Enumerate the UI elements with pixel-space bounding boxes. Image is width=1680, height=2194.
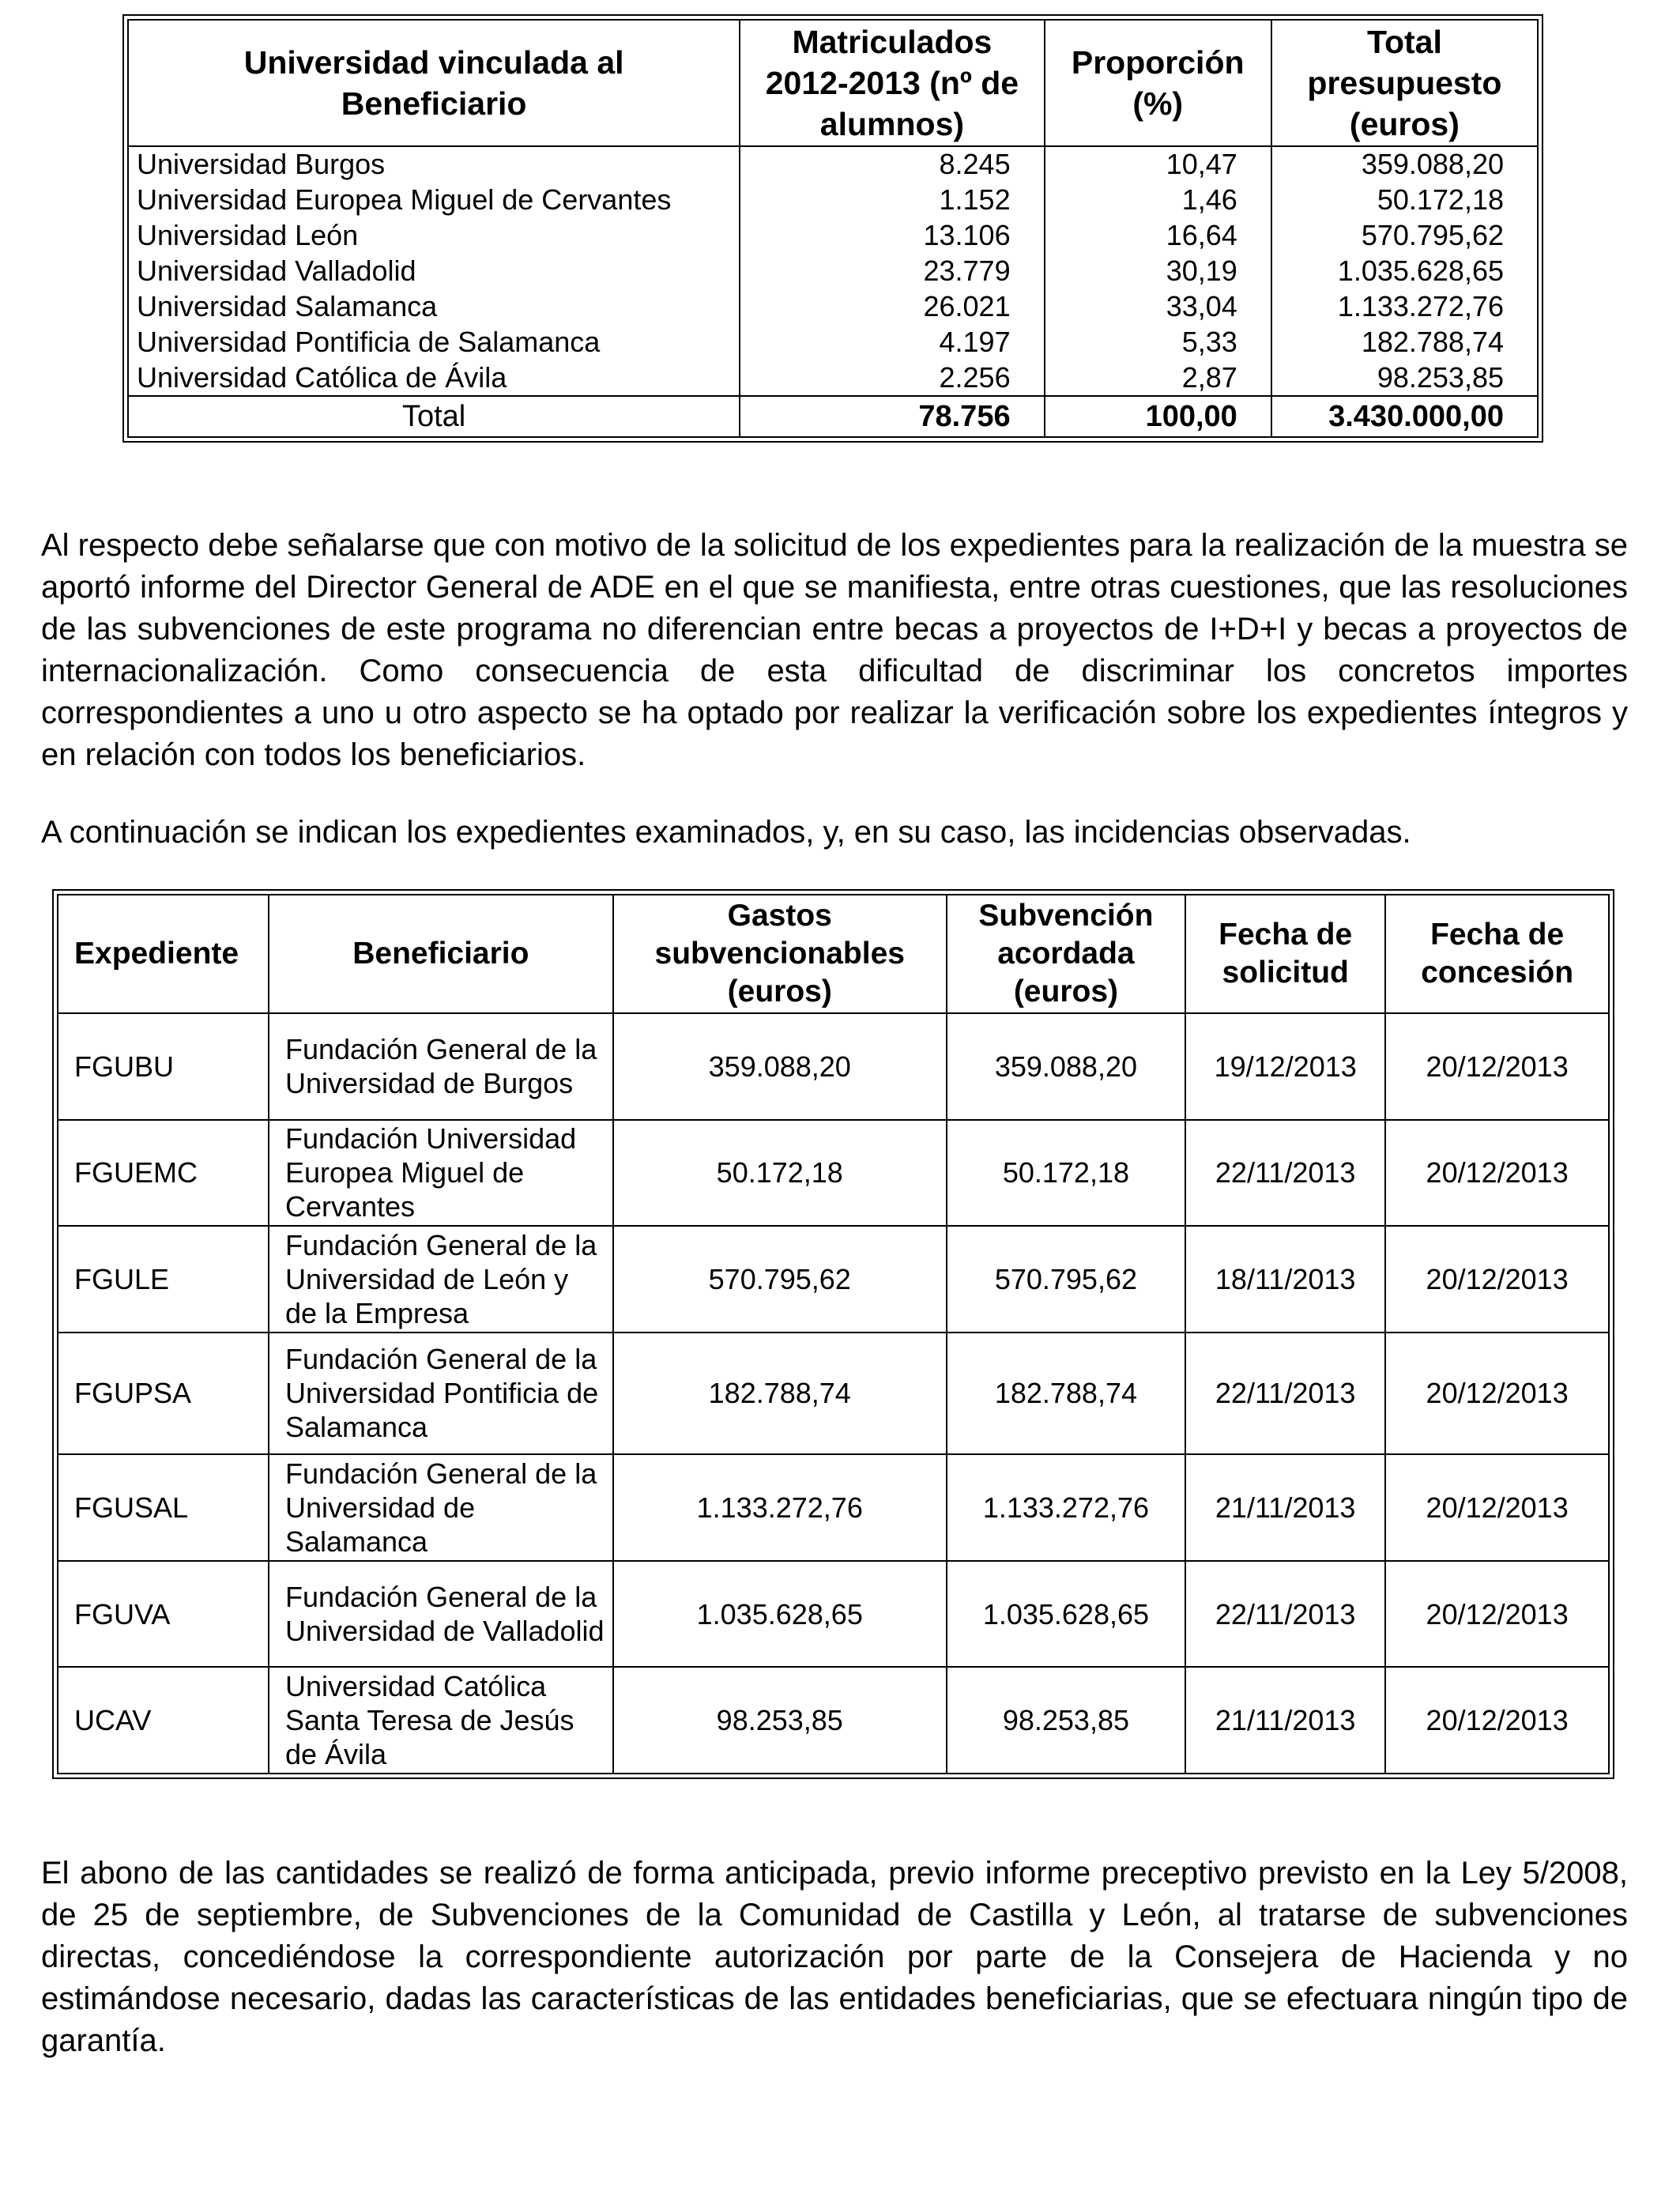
table1-row	[128, 146, 1538, 182]
table1-row	[128, 360, 1538, 396]
header-subvencion-acordada: Subvención acordada (euros)	[947, 895, 1185, 1013]
cell-universidad: Universidad Salamanca	[128, 289, 740, 325]
cell-fecha-concesion: 20/12/2013	[1385, 1333, 1609, 1455]
cell-fecha-solicitud: 22/11/2013	[1185, 1120, 1385, 1227]
cell-universidad: Universidad Burgos	[128, 146, 740, 182]
cell-matriculados: 8.245	[740, 146, 1044, 182]
cell-presupuesto: 50.172,18	[1271, 182, 1538, 217]
header-universidad: Universidad vinculada al Beneficiario	[128, 20, 740, 146]
header-gastos-subvencionables: Gastos subvencionables (euros)	[613, 895, 947, 1013]
table2-header-row	[58, 895, 1609, 1013]
paragraph-abono: El abono de las cantidades se realizó de forma anticipada, previo informe preceptivo previsto en la Ley 5/2008, de 25 de septiembre, de Subvenciones de la Comunidad de Castilla y León, al tratarse de subvenciones directas, concediéndose la correspondiente autorización por parte de la Consejera de Hacienda y no estimándose necesario, dadas las características de las entidades beneficiarias, que se efectuara ningún tipo de garantía.	[41, 1856, 1628, 2058]
cell-gastos: 359.088,20	[613, 1013, 947, 1120]
cell-gastos: 1.035.628,65	[613, 1561, 947, 1668]
cell-beneficiario: Fundación General de la Universidad de León y de la Empresa	[269, 1226, 613, 1333]
cell-fecha-solicitud: 21/11/2013	[1185, 1667, 1385, 1774]
cell-fecha-solicitud: 21/11/2013	[1185, 1454, 1385, 1561]
cell-presupuesto: 1.035.628,65	[1271, 253, 1538, 288]
cell-fecha-solicitud: 22/11/2013	[1185, 1561, 1385, 1668]
cell-subvencion: 359.088,20	[947, 1013, 1185, 1120]
cell-proporcion: 33,04	[1045, 289, 1271, 325]
total-label: Total	[128, 396, 740, 437]
cell-fecha-concesion: 20/12/2013	[1385, 1454, 1609, 1561]
cell-beneficiario: Fundación General de la Universidad de Salamanca	[269, 1454, 613, 1561]
cell-presupuesto: 182.788,74	[1271, 325, 1538, 360]
table2-row	[58, 1561, 1609, 1668]
table2-row	[58, 1226, 1609, 1333]
cell-fecha-solicitud: 19/12/2013	[1185, 1013, 1385, 1120]
paragraph-expedientes: A continuación se indican los expedientes examinados, y, en su caso, las incidencias observadas.	[41, 815, 1411, 850]
cell-matriculados: 1.152	[740, 182, 1044, 217]
cell-gastos: 182.788,74	[613, 1333, 947, 1455]
cell-gastos: 1.133.272,76	[613, 1454, 947, 1561]
cell-proporcion: 5,33	[1045, 325, 1271, 360]
cell-presupuesto: 570.795,62	[1271, 217, 1538, 253]
cell-beneficiario: Fundación Universidad Europea Miguel de Cervantes	[269, 1120, 613, 1227]
cell-subvencion: 182.788,74	[947, 1333, 1185, 1455]
cell-proporcion: 2,87	[1045, 360, 1271, 396]
header-beneficiario: Beneficiario	[269, 895, 613, 1013]
cell-beneficiario: Universidad Católica Santa Teresa de Jesús de Ávila	[269, 1667, 613, 1774]
cell-expediente: FGULE	[58, 1226, 269, 1333]
table1-row	[128, 182, 1538, 217]
table2-row	[58, 1120, 1609, 1227]
cell-subvencion: 1.133.272,76	[947, 1454, 1185, 1561]
table2-row	[58, 1667, 1609, 1774]
header-matriculados: Matriculados 2012-2013 (nº de alumnos)	[740, 20, 1044, 146]
header-fecha-concesion: Fecha de concesión	[1385, 895, 1609, 1013]
cell-presupuesto: 98.253,85	[1271, 360, 1538, 396]
table2-row	[58, 1454, 1609, 1561]
cell-universidad: Universidad Europea Miguel de Cervantes	[128, 182, 740, 217]
cell-subvencion: 1.035.628,65	[947, 1561, 1185, 1668]
header-proporcion: Proporción (%)	[1045, 20, 1271, 146]
table1-row	[128, 253, 1538, 288]
header-total-presupuesto: Total presupuesto (euros)	[1271, 20, 1538, 146]
table2-row	[58, 1013, 1609, 1120]
table2-row	[58, 1333, 1609, 1455]
expedientes-table	[57, 894, 1610, 1774]
cell-proporcion: 10,47	[1045, 146, 1271, 182]
cell-universidad: Universidad Valladolid	[128, 253, 740, 288]
expedientes-table-frame	[52, 889, 1614, 1779]
cell-beneficiario: Fundación General de la Universidad de Valladolid	[269, 1561, 613, 1668]
cell-proporcion: 30,19	[1045, 253, 1271, 288]
cell-fecha-solicitud: 22/11/2013	[1185, 1333, 1385, 1455]
cell-beneficiario: Fundación General de la Universidad de Burgos	[269, 1013, 613, 1120]
total-proporcion: 100,00	[1045, 396, 1271, 437]
table1-total-row	[128, 396, 1538, 437]
cell-matriculados: 2.256	[740, 360, 1044, 396]
cell-matriculados: 4.197	[740, 325, 1044, 360]
cell-gastos: 570.795,62	[613, 1226, 947, 1333]
total-presupuesto: 3.430.000,00	[1271, 396, 1538, 437]
cell-matriculados: 23.779	[740, 253, 1044, 288]
university-budget-table-frame	[122, 14, 1543, 443]
cell-gastos: 50.172,18	[613, 1120, 947, 1227]
cell-expediente: FGUVA	[58, 1561, 269, 1668]
cell-subvencion: 50.172,18	[947, 1120, 1185, 1227]
cell-universidad: Universidad Pontificia de Salamanca	[128, 325, 740, 360]
cell-expediente: UCAV	[58, 1667, 269, 1774]
cell-fecha-concesion: 20/12/2013	[1385, 1013, 1609, 1120]
cell-beneficiario: Fundación General de la Universidad Pontificia de Salamanca	[269, 1333, 613, 1455]
cell-fecha-concesion: 20/12/2013	[1385, 1226, 1609, 1333]
cell-fecha-concesion: 20/12/2013	[1385, 1561, 1609, 1668]
cell-matriculados: 26.021	[740, 289, 1044, 325]
cell-fecha-solicitud: 18/11/2013	[1185, 1226, 1385, 1333]
university-budget-table	[127, 19, 1539, 438]
cell-expediente: FGUPSA	[58, 1333, 269, 1455]
cell-fecha-concesion: 20/12/2013	[1385, 1120, 1609, 1227]
cell-presupuesto: 359.088,20	[1271, 146, 1538, 182]
cell-matriculados: 13.106	[740, 217, 1044, 253]
cell-gastos: 98.253,85	[613, 1667, 947, 1774]
table1-row	[128, 217, 1538, 253]
cell-expediente: FGUBU	[58, 1013, 269, 1120]
cell-expediente: FGUSAL	[58, 1454, 269, 1561]
cell-proporcion: 1,46	[1045, 182, 1271, 217]
cell-proporcion: 16,64	[1045, 217, 1271, 253]
table1-row	[128, 325, 1538, 360]
header-fecha-solicitud: Fecha de solicitud	[1185, 895, 1385, 1013]
cell-universidad: Universidad León	[128, 217, 740, 253]
header-expediente: Expediente	[58, 895, 269, 1013]
table1-header-row	[128, 20, 1538, 146]
cell-universidad: Universidad Católica de Ávila	[128, 360, 740, 396]
cell-fecha-concesion: 20/12/2013	[1385, 1667, 1609, 1774]
total-matriculados: 78.756	[740, 396, 1044, 437]
paragraph-intro: Al respecto debe señalarse que con motivo de la solicitud de los expedientes para la realización de la muestra se aportó informe del Director General de ADE en el que se manifiesta, entre otras cuestiones, que las resoluciones de las subvenciones de este programa no diferencian entre becas a proyectos de I+D+I y becas a proyectos de internacionalización. Como consecuencia de esta dificultad de discriminar los concretos importes correspondientes a uno u otro aspecto se ha optado por realizar la verificación sobre los expedientes íntegros y en relación con todos los beneficiarios.	[41, 528, 1628, 772]
cell-subvencion: 570.795,62	[947, 1226, 1185, 1333]
table1-row	[128, 289, 1538, 325]
cell-expediente: FGUEMC	[58, 1120, 269, 1227]
cell-presupuesto: 1.133.272,76	[1271, 289, 1538, 325]
cell-subvencion: 98.253,85	[947, 1667, 1185, 1774]
